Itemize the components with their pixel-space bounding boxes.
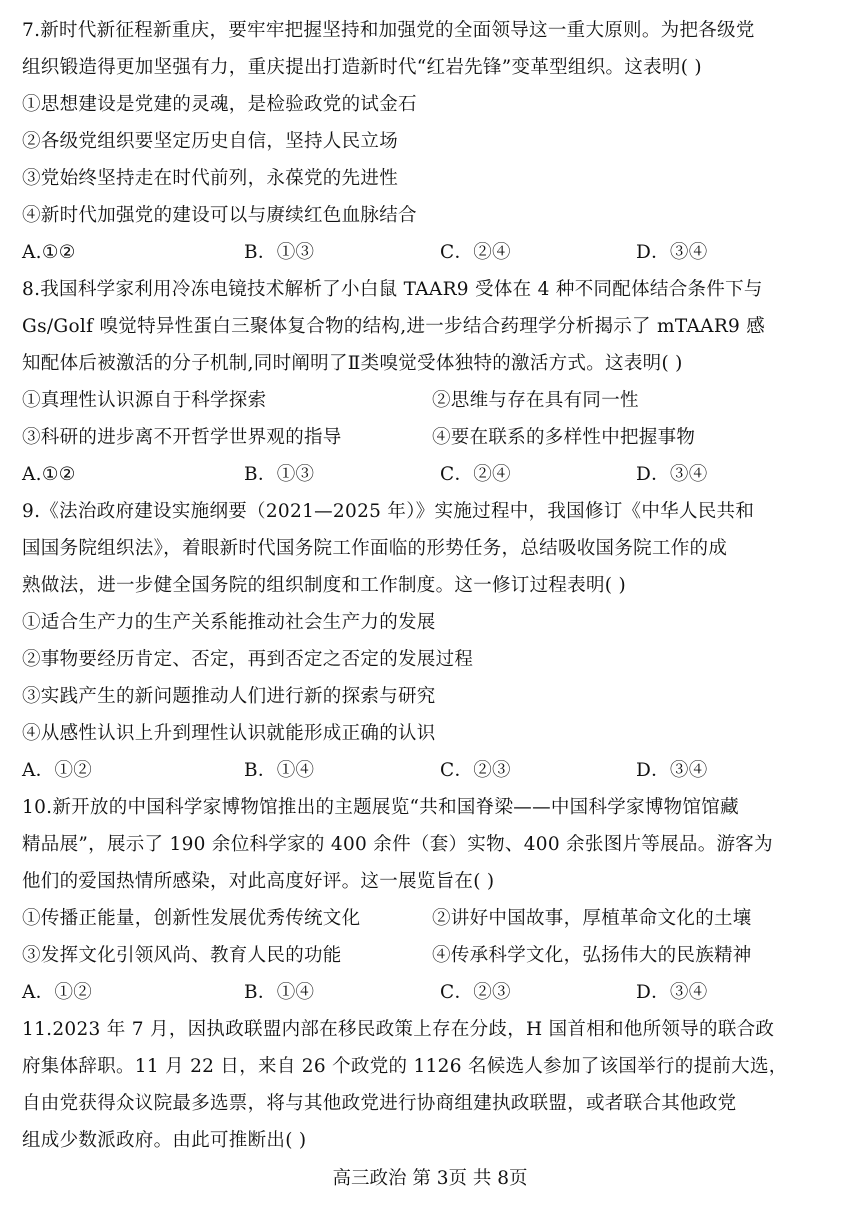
choice-b: B．①③	[244, 464, 315, 485]
question-7-item-1: ①思想建设是党建的灵魂，是检验政党的试金石	[22, 94, 417, 115]
question-7-item-3: ③党始终坚持走在时代前列，永葆党的先进性	[22, 168, 399, 189]
question-8-item-1: ①真理性认识源自于科学探索	[22, 390, 267, 411]
question-10-item-4: ④传承科学文化，弘扬伟大的民族精神	[432, 945, 752, 966]
question-7-item-4: ④新时代加强党的建设可以与赓续红色血脉结合	[22, 205, 417, 226]
question-11-stem-line-1: 11.2023 年 7 月，因执政联盟内部在移民政策上存在分歧，H 国首相和他所领导的联合政	[22, 1019, 775, 1040]
question-9-stem-line-3: 熟做法，进一步健全国务院的组织制度和工作制度。这一修订过程表明( )	[22, 575, 627, 596]
choice-c: C．②④	[440, 242, 511, 263]
question-8-item-2: ②思维与存在具有同一性	[432, 390, 639, 411]
question-9-item-4: ④从感性认识上升到理性认识就能形成正确的认识	[22, 723, 436, 744]
choice-a: A.①②	[22, 242, 76, 263]
question-9-stem-line-2: 国国务院组织法》，着眼新时代国务院工作面临的形势任务，总结吸收国务院工作的成	[22, 538, 728, 559]
question-7-item-2: ②各级党组织要坚定历史自信，坚持人民立场	[22, 131, 399, 152]
choice-d: D．③④	[636, 982, 708, 1003]
question-7-stem-line-1: 7.新时代新征程新重庆，要牢牢把握坚持和加强党的全面领导这一重大原则。为把各级党	[22, 20, 755, 41]
choice-a: A．①②	[22, 760, 93, 781]
question-10-item-3: ③发挥文化引领风尚、教育人民的功能	[22, 945, 342, 966]
question-10-item-1: ①传播正能量，创新性发展优秀传统文化	[22, 908, 361, 929]
question-11-stem-line-2: 府集体辞职。11 月 22 日，来自 26 个政党的 1126 名候选人参加了该国举行的提前大选，	[22, 1056, 788, 1077]
question-10-stem-line-3: 他们的爱国热情所感染，对此高度好评。这一展览旨在( )	[22, 871, 495, 892]
question-8-stem-line-3: 知配体后被激活的分子机制,同时阐明了Ⅱ类嗅觉受体独特的激活方式。这表明( )	[22, 353, 683, 374]
choice-c: C．②③	[440, 982, 511, 1003]
question-8-stem-line-1: 8.我国科学家利用冷冻电镜技术解析了小白鼠 TAAR9 受体在 4 种不同配体结合条件下与	[22, 279, 763, 300]
question-8-stem-line-2: Gs/Golf 嗅觉特异性蛋白三聚体复合物的结构,进一步结合药理学分析揭示了 mTAAR9 感	[22, 316, 766, 337]
question-11-stem-line-3: 自由党获得众议院最多选票，将与其他政党进行协商组建执政联盟，或者联合其他政党	[22, 1093, 737, 1114]
question-10-stem-line-2: 精品展”，展示了 190 余位科学家的 400 余件（套）实物、400 余张图片等展品。游客为	[22, 834, 773, 855]
choice-c: C．②④	[440, 464, 511, 485]
question-11-stem-line-4: 组成少数派政府。由此可推断出( )	[22, 1130, 307, 1151]
question-10-item-2: ②讲好中国故事，厚植革命文化的土壤	[432, 908, 752, 929]
choice-a: A.①②	[22, 464, 76, 485]
choice-b: B．①④	[244, 982, 315, 1003]
choice-d: D．③④	[636, 464, 708, 485]
question-9-stem-line-1: 9.《法治政府建设实施纲要（2021—2025 年）》实施过程中，我国修订《中华人民共和	[22, 501, 755, 522]
choice-d: D．③④	[636, 242, 708, 263]
question-9-item-2: ②事物要经历肯定、否定，再到否定之否定的发展过程	[22, 649, 474, 670]
question-9-item-1: ①适合生产力的生产关系能推动社会生产力的发展	[22, 612, 436, 633]
choice-a: A．①②	[22, 982, 93, 1003]
question-10-stem-line-1: 10.新开放的中国科学家博物馆推出的主题展览“共和国脊梁——中国科学家博物馆馆藏	[22, 797, 739, 818]
question-7-stem-line-2: 组织锻造得更加坚强有力，重庆提出打造新时代“红岩先锋”变革型组织。这表明( )	[22, 57, 702, 78]
choice-b: B．①④	[244, 760, 315, 781]
question-8-item-3: ③科研的进步离不开哲学世界观的指导	[22, 427, 342, 448]
choice-d: D．③④	[636, 760, 708, 781]
question-8-item-4: ④要在联系的多样性中把握事物	[432, 427, 696, 448]
question-9-item-3: ③实践产生的新问题推动人们进行新的探索与研究	[22, 686, 436, 707]
choice-b: B．①③	[244, 242, 315, 263]
choice-c: C．②③	[440, 760, 511, 781]
page-footer: 高三政治 第 3页 共 8页	[332, 1168, 528, 1189]
